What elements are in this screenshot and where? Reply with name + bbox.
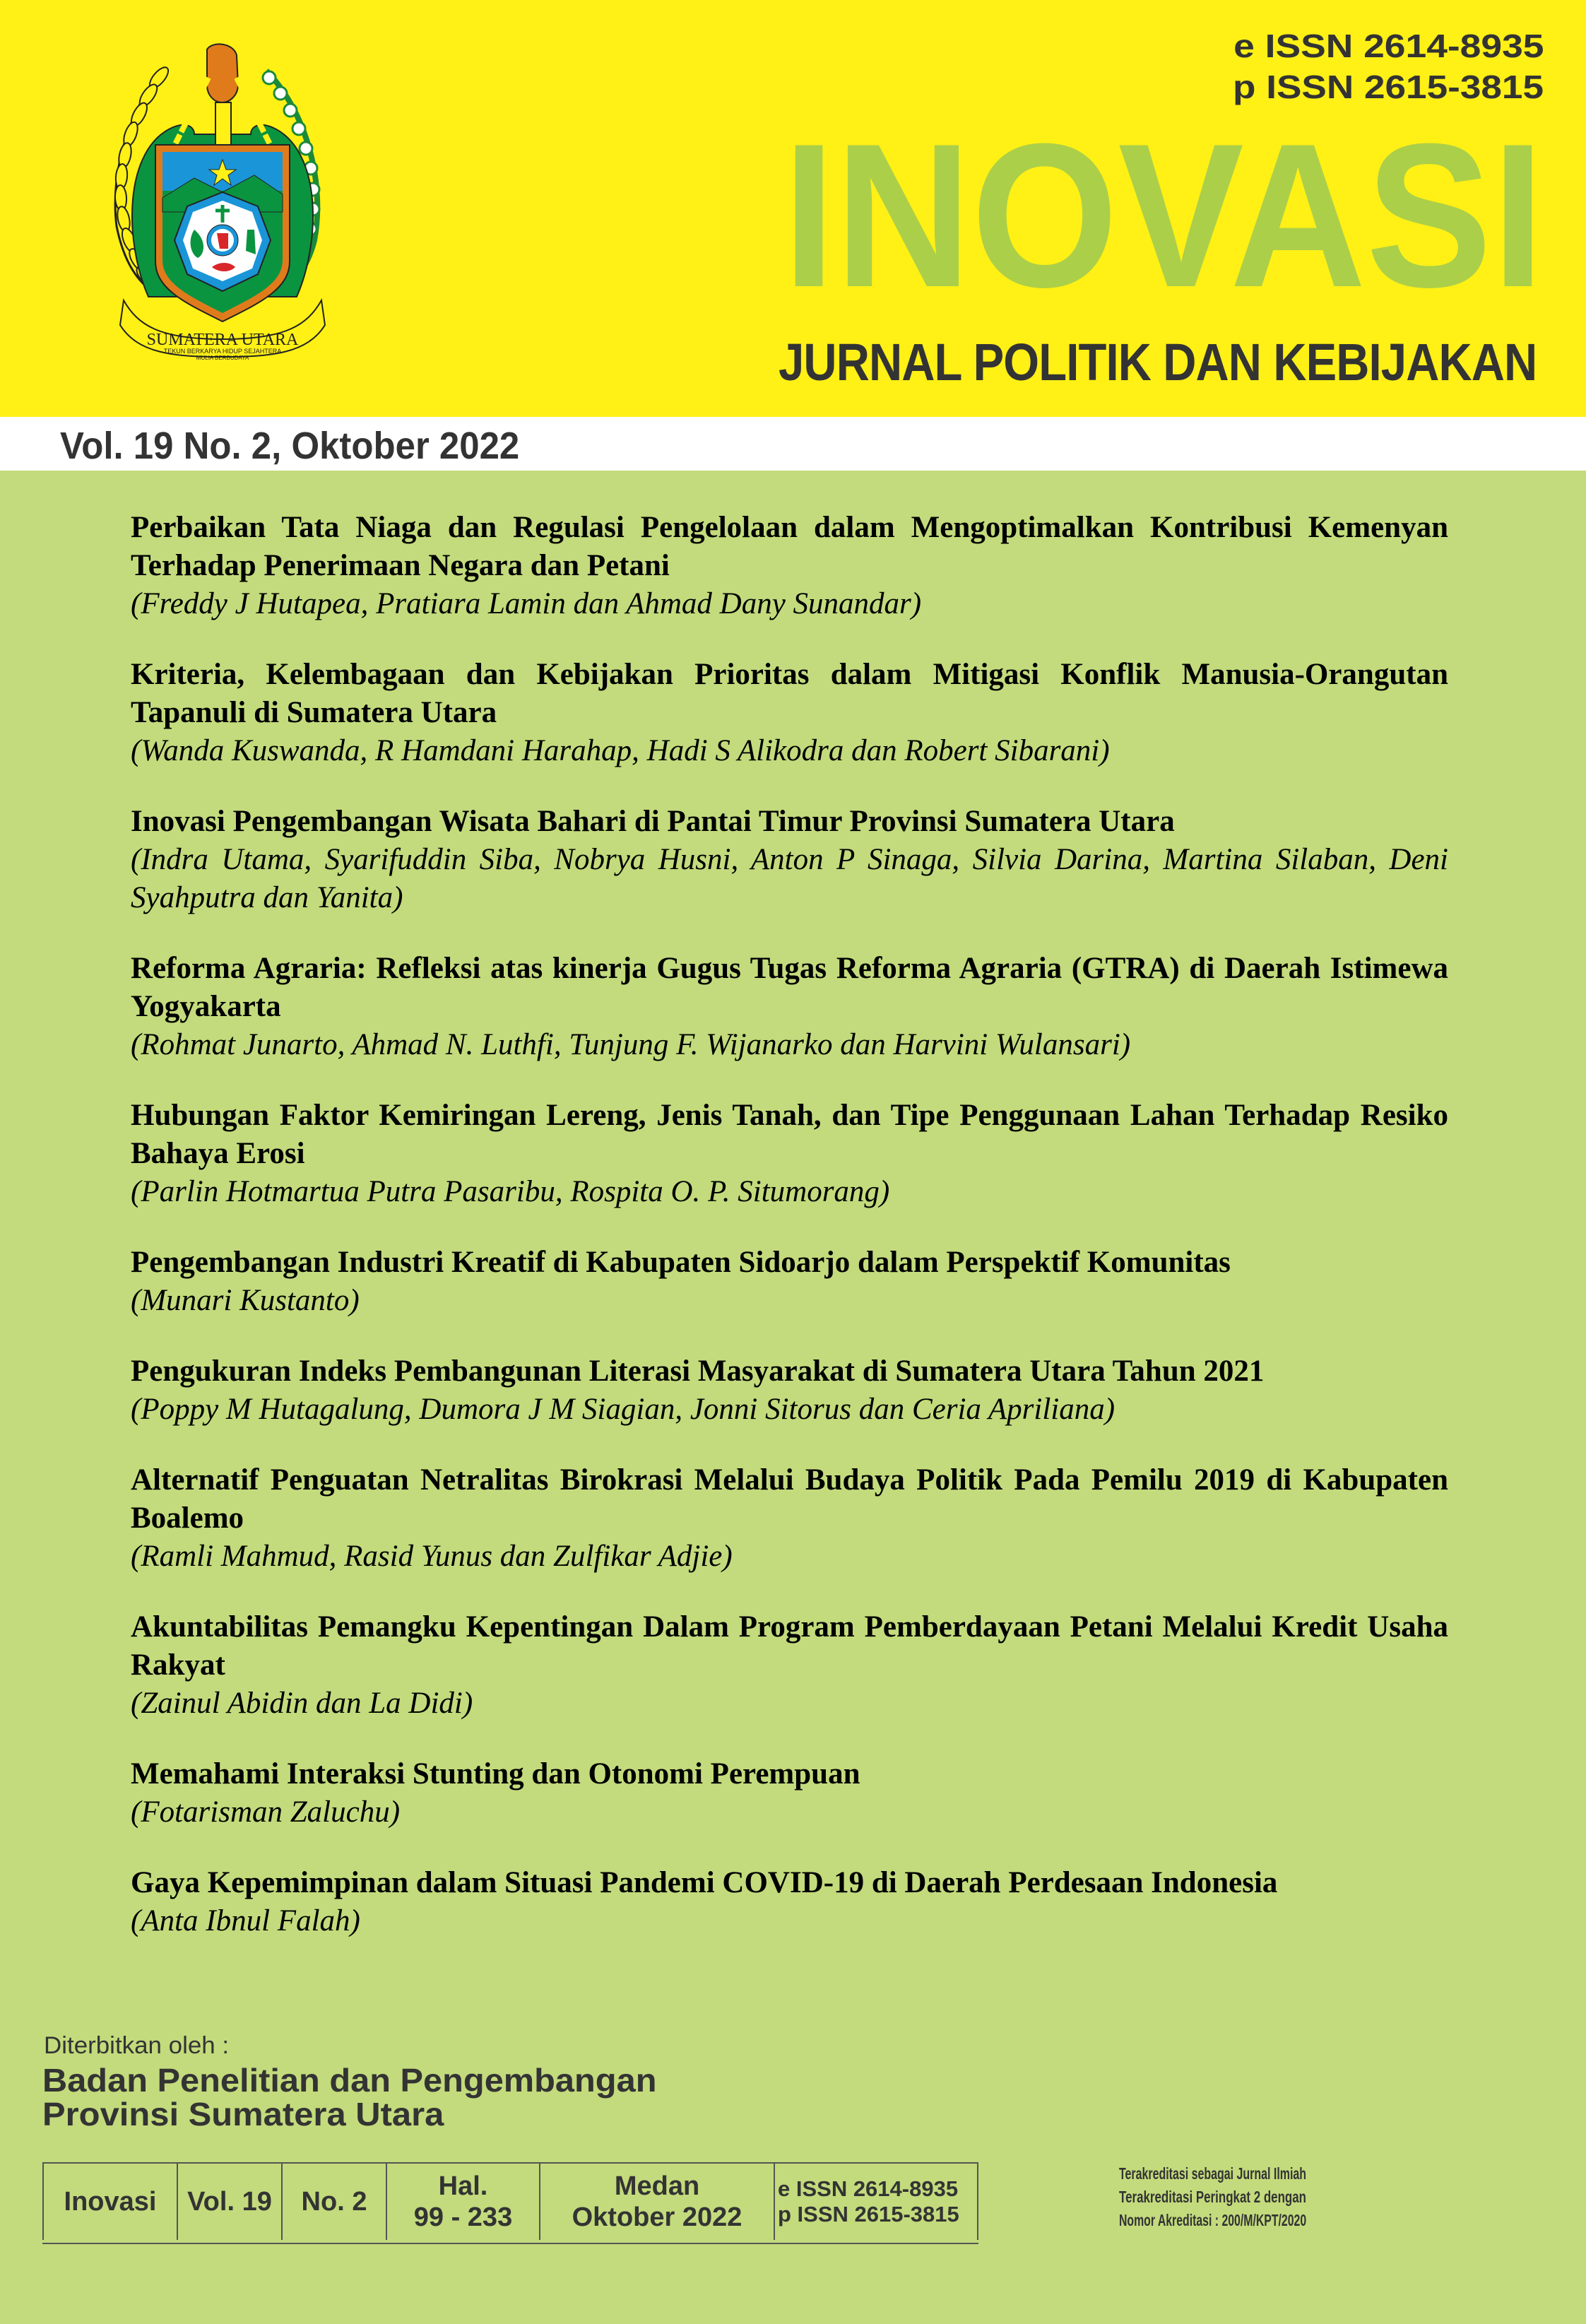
accreditation-number: Nomor Akreditasi : 200/M/KPT/2020	[1119, 2211, 1307, 2229]
article-entry[interactable]	[131, 1352, 1448, 1429]
logo-motto-line1: TEKUN BERKARYA HIDUP SEJAHTERA	[163, 348, 282, 355]
article-title[interactable]: Kriteria, Kelembagaan dan Kebijakan Prioritas dalam Mitigasi Konflik Manusia-Orangutan Tapanuli di Sumatera Utara	[131, 658, 1448, 729]
article-entry[interactable]	[131, 509, 1448, 623]
article-authors: (Munari Kustanto)	[131, 1284, 360, 1317]
accreditation-line: Terakreditasi Peringkat 2 dengan	[1119, 2188, 1307, 2206]
article-title[interactable]: Akuntabilitas Pemangku Kepentingan Dalam Program Pemberdayaan Petani Melalui Kredit Usaha Rakyat	[131, 1610, 1448, 1682]
journal-title: INOVASI	[783, 101, 1544, 330]
p-issn: p ISSN 2615-3815	[1232, 69, 1544, 105]
issue-line: Vol. 19 No. 2, Oktober 2022	[60, 425, 520, 467]
article-entry[interactable]	[131, 1097, 1448, 1211]
info-issn	[774, 2164, 978, 2240]
article-entry[interactable]	[131, 1755, 1448, 1832]
info-pages	[386, 2164, 539, 2240]
article-title[interactable]: Alternatif Penguatan Netralitas Birokrasi Melalui Budaya Politik Pada Pemilu 2019 di Kabupaten Boalemo	[131, 1463, 1448, 1535]
coat-of-arms-logo-icon	[81, 28, 364, 360]
info-journal	[42, 2164, 177, 2240]
article-title[interactable]: Memahami Interaksi Stunting dan Otonomi Perempuan	[131, 1757, 860, 1791]
accreditation-note	[1119, 2162, 1306, 2232]
info-journal-text: Inovasi	[64, 2187, 157, 2217]
info-number-text: No. 2	[301, 2187, 367, 2217]
info-volume-text: Vol. 19	[187, 2187, 272, 2217]
publisher-region: Provinsi Sumatera Utara	[42, 2096, 444, 2133]
info-date: Oktober 2022	[572, 2202, 742, 2232]
e-issn: e ISSN 2614-8935	[1233, 28, 1544, 64]
article-title[interactable]: Inovasi Pengembangan Wisata Bahari di Pantai Timur Provinsi Sumatera Utara	[131, 805, 1175, 838]
logo-banner-text: SUMATERA UTARA	[146, 331, 299, 349]
article-title[interactable]: Hubungan Faktor Kemiringan Lereng, Jenis Tanah, dan Tipe Penggunaan Lahan Terhadap Resiko Bahaya Erosi	[131, 1099, 1448, 1170]
info-pages-label: Hal.	[438, 2171, 488, 2201]
journal-subtitle: JURNAL POLITIK DAN KEBIJAKAN	[779, 333, 1537, 391]
info-e-issn: e ISSN 2614-8935	[778, 2176, 959, 2201]
accreditation-line: Terakreditasi sebagai Jurnal Ilmiah	[1119, 2164, 1306, 2183]
article-entry[interactable]	[131, 1608, 1448, 1723]
article-entry[interactable]	[131, 803, 1448, 917]
info-volume	[177, 2164, 281, 2240]
info-p-issn: p ISSN 2615-3815	[778, 2202, 959, 2226]
article-authors: (Zainul Abidin dan La Didi)	[131, 1687, 473, 1720]
article-authors: (Indra Utama, Syarifuddin Siba, Nobrya Husni, Anton P Sinaga, Silvia Darina, Martina Silaban, Deni Syahputra dan Yanita)	[131, 843, 1448, 914]
article-entry[interactable]	[131, 656, 1448, 770]
article-authors: (Parlin Hotmartua Putra Pasaribu, Rospita O. P. Situmorang)	[131, 1175, 890, 1208]
issue-info-table	[42, 2162, 978, 2244]
article-title[interactable]: Pengembangan Industri Kreatif di Kabupaten Sidoarjo dalam Perspektif Komunitas	[131, 1246, 1231, 1279]
info-number	[281, 2164, 386, 2240]
article-entry[interactable]	[131, 1461, 1448, 1576]
article-authors: (Wanda Kuswanda, R Hamdani Harahap, Hadi S Alikodra dan Robert Sibarani)	[131, 734, 1110, 767]
logo-motto-line2: MULIA BERBUDAYA	[196, 355, 249, 360]
article-entry[interactable]	[131, 1244, 1448, 1320]
article-title[interactable]: Gaya Kepemimpinan dalam Situasi Pandemi COVID-19 di Daerah Perdesaan Indonesia	[131, 1866, 1278, 1899]
article-authors: (Poppy M Hutagalung, Dumora J M Siagian, Jonni Sitorus dan Ceria Apriliana)	[131, 1393, 1115, 1426]
article-authors: (Freddy J Hutapea, Pratiara Lamin dan Ahmad Dany Sunandar)	[131, 587, 922, 620]
article-entry[interactable]	[131, 950, 1448, 1064]
info-place-date	[539, 2164, 774, 2240]
article-entry[interactable]	[131, 1864, 1448, 1940]
info-pages-range: 99 - 233	[413, 2202, 513, 2232]
publisher-name: Badan Penelitian dan Pengembangan	[42, 2062, 657, 2099]
article-title[interactable]: Perbaikan Tata Niaga dan Regulasi Pengelolaan dalam Mengoptimalkan Kontribusi Kemenyan Terhadap Penerimaan Negara dan Petani	[131, 511, 1448, 582]
article-authors: (Ramli Mahmud, Rasid Yunus dan Zulfikar Adjie)	[131, 1540, 733, 1573]
article-authors: (Rohmat Junarto, Ahmad N. Luthfi, Tunjung F. Wijanarko dan Harvini Wulansari)	[131, 1028, 1131, 1061]
publisher-label: Diterbitkan oleh :	[44, 2032, 230, 2059]
article-authors: (Anta Ibnul Falah)	[131, 1904, 360, 1937]
article-title[interactable]: Reforma Agraria: Refleksi atas kinerja Gugus Tugas Reforma Agraria (GTRA) di Daerah Istimewa Yogyakarta	[131, 952, 1448, 1023]
article-title[interactable]: Pengukuran Indeks Pembangunan Literasi Masyarakat di Sumatera Utara Tahun 2021	[131, 1355, 1265, 1388]
table-of-contents	[131, 509, 1448, 1973]
article-authors: (Fotarisman Zaluchu)	[131, 1795, 401, 1829]
info-place: Medan	[614, 2171, 700, 2201]
